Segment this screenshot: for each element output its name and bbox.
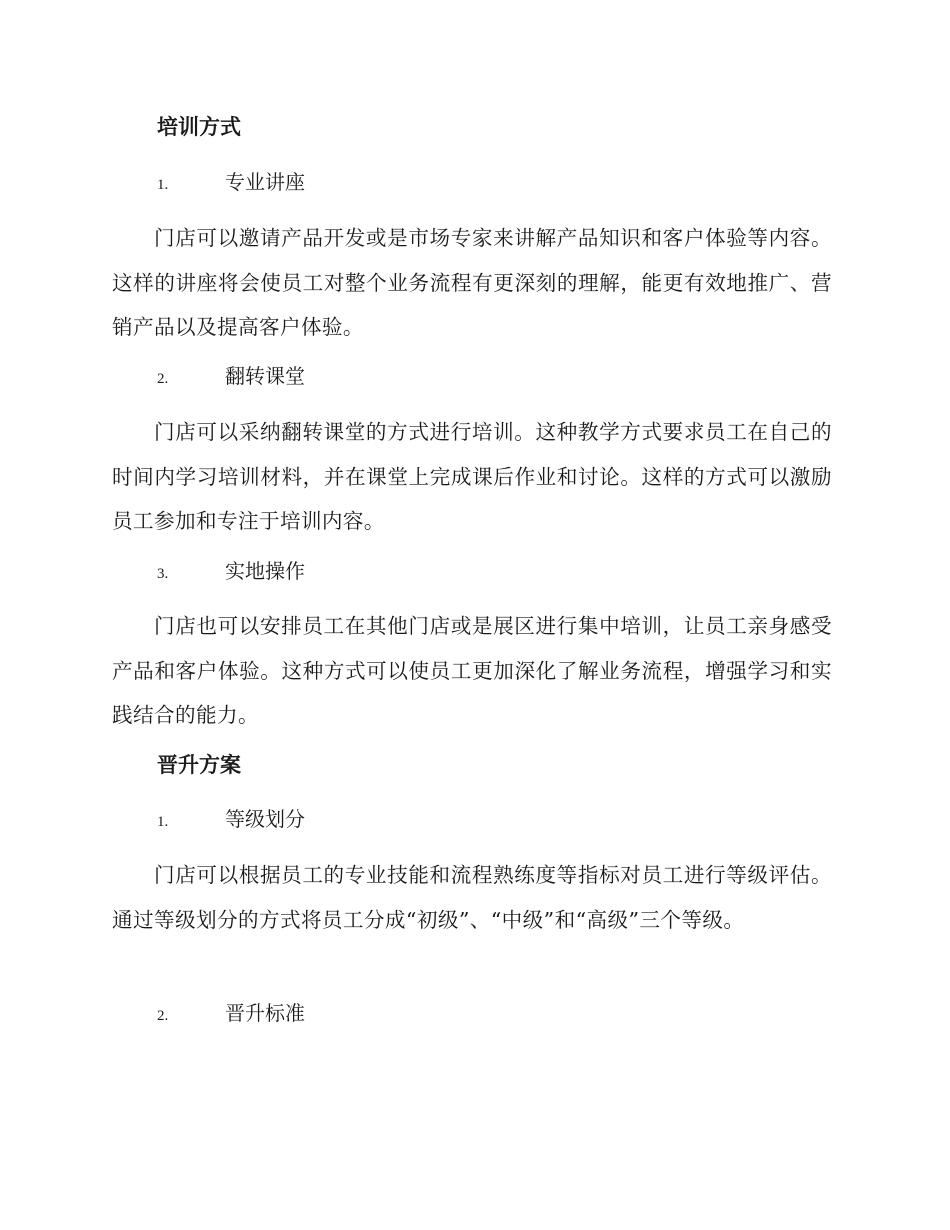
list-number: 3. [157,566,169,582]
paragraph-lecture: 门店可以邀请产品开发或是市场专家来讲解产品知识和客户体验等内容。这样的讲座将会使员工对整个业务流程有更深刻的理解，能更有效地推广、营销产品以及提高客户体验。 [112,226,832,339]
section-heading-promotion-plan: 晋升方案 [157,752,241,777]
list-number: 1. [157,814,169,830]
list-number: 2. [157,1008,169,1024]
section-heading-training-methods: 培训方式 [157,114,241,139]
list-number: 2. [157,371,169,387]
list-item-title: 晋升标准 [225,1001,305,1025]
list-item-title: 等级划分 [225,807,305,831]
paragraph-flipped-classroom: 门店可以采纳翻转课堂的方式进行培训。这种教学方式要求员工在自己的时间内学习培训材料，并在课堂上完成课后作业和讨论。这样的方式可以激励员工参加和专注于培训内容。 [112,420,832,533]
list-number: 1. [157,177,169,193]
paragraph-level-division: 门店可以根据员工的专业技能和流程熟练度等指标对员工进行等级评估。通过等级划分的方式将员工分成“初级”、“中级”和“高级”三个等级。 [112,863,832,932]
list-item-flipped-classroom [157,361,305,394]
list-item-title: 翻转课堂 [225,364,305,388]
list-item-title: 专业讲座 [225,170,305,194]
paragraph-field-practice: 门店也可以安排员工在其他门店或是展区进行集中培训，让员工亲身感受产品和客户体验。这种方式可以使员工更加深化了解业务流程，增强学习和实践结合的能力。 [112,614,832,727]
list-item-promotion-criteria [157,998,305,1031]
list-item-title: 实地操作 [225,559,305,583]
list-item-level-division [157,804,305,837]
list-item-field-practice [157,556,305,589]
list-item-lecture [157,167,305,200]
